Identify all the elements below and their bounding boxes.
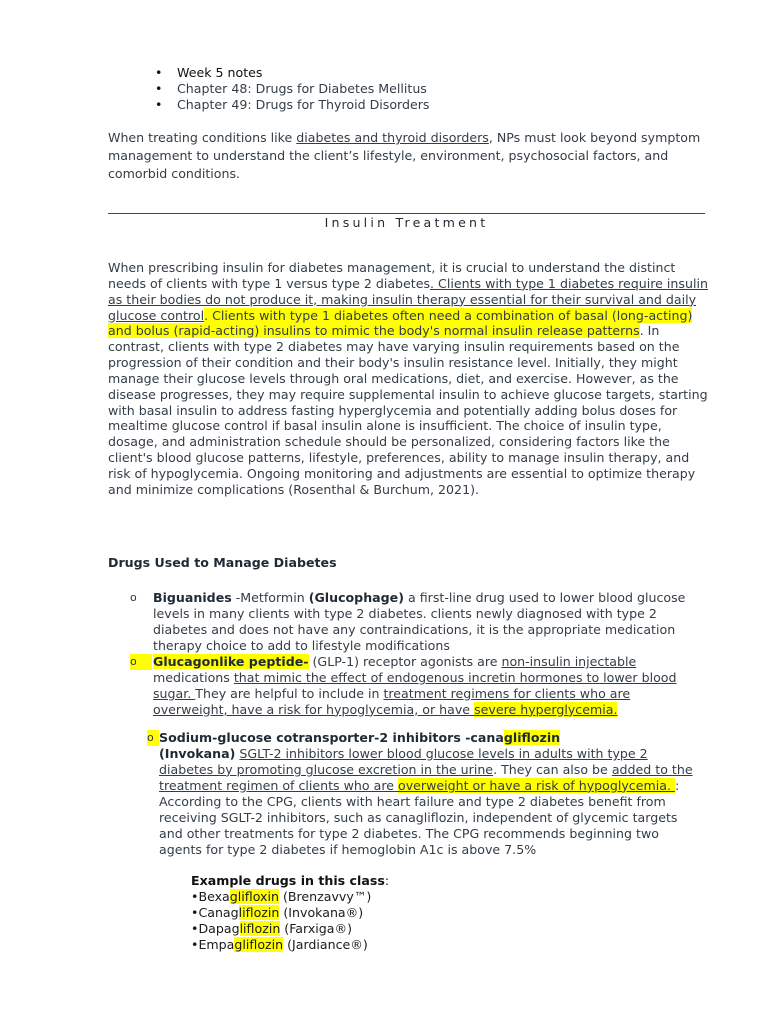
- example-drug-row: [191, 921, 389, 937]
- intro-text-end: , NPs must look beyond symptom management to understand the client’s lifestyle, environment, psychosocial factors, and comorbid conditions.: [108, 130, 701, 181]
- example-drug-row: [191, 889, 389, 905]
- intro-underlined-phrase: diabetes and thyroid disorders: [296, 130, 489, 145]
- biguanides-text: a first-line drug used to lower blood glucose levels in many clients with type 2 diabetes. clients newly diagnosed with type 2 diabetes and does not have any contraindications, it is the appropriate medication therapy choice to add to lifestyle modifications: [153, 590, 686, 653]
- drugs-heading: Drugs Used to Manage Diabetes: [108, 555, 337, 570]
- drug-prefix: Bexa: [198, 888, 230, 904]
- list-marker-highlighted: o: [147, 730, 159, 746]
- sglt2-label-highlight: gliflozin: [503, 730, 561, 745]
- biguanides-item: [153, 590, 698, 654]
- glp1-underline: treatment regimens for clients who are overweight, have a risk for hypoglycemia, or have: [153, 685, 631, 717]
- insulin-text-cont: . In contrast, clients with type 2 diabetes may have varying insulin requirements based on the progression of their condition and their body's insulin resistance level. Initially, they might manage their glucose levels through oral medications, diet, and exercise. However, as the disease progresses, they may require supplemental insulin to achieve glucose targets, starting with basal insulin to address fasting hyperglycemia and potentially adding bolus doses for mealtime glucose control if basal insulin alone is insufficient. The choice of insulin type, dosage, and administration schedule should be personalized, considering factors like the client's blood glucose patterns, lifestyle, preferences, ability to manage insulin therapy, and risk of hypoglycemia. Ongoing monitoring and adjustments are essential to optimize therapy and minimize complications (Rosenthal & Burchum, 2021).: [108, 323, 708, 497]
- biguanides-label: Biguanides: [153, 590, 232, 605]
- drug-highlight: xin: [260, 888, 279, 904]
- sglt2-label: Sodium-glucose cotransporter-2 inhibitors -cana: [159, 730, 504, 745]
- drug-highlight: ozin: [257, 936, 284, 952]
- list-marker-highlighted: o: [130, 654, 152, 670]
- outline-item-week: • Week 5 notes: [155, 65, 430, 81]
- drug-highlight: ozin: [253, 904, 280, 920]
- notes-outline: [155, 65, 430, 112]
- sglt2-underline: SGLT-2 inhibitors lower blood glucose levels in adults with type 2 diabetes by promoting glucose excretion in the urine: [159, 745, 648, 777]
- example-drugs-title: [191, 873, 389, 889]
- drug-brand: (Farxiga®): [280, 920, 353, 936]
- intro-text: When treating conditions like: [108, 130, 297, 145]
- drug-highlight: glifl: [234, 936, 258, 952]
- glp1-highlight: severe hyperglycemia.: [474, 701, 618, 717]
- insulin-underline: . Clients with type 1 diabetes require insulin as their bodies do not produce it, making insulin therapy essential for their survival and daily glucose control: [108, 275, 708, 323]
- drug-highlight: lifl: [238, 904, 254, 920]
- glp1-label: Glucagonlike peptide-: [153, 654, 309, 669]
- drug-prefix: Canag: [198, 904, 239, 920]
- biguanides-brand: (Glucophage): [308, 590, 404, 605]
- outline-item-chapter-49: • Chapter 49: Drugs for Thyroid Disorders: [155, 97, 430, 113]
- example-drugs: [191, 873, 389, 953]
- example-drug-row: [191, 937, 389, 953]
- sglt2-text: . They can also be: [493, 761, 612, 777]
- glp1-text: medications: [153, 669, 234, 685]
- drug-highlight: lif: [239, 920, 255, 936]
- drug-highlight: gliflo: [229, 888, 261, 904]
- drug-highlight: lozin: [254, 920, 281, 936]
- insulin-paragraph: [108, 260, 708, 498]
- section-divider: [108, 213, 705, 214]
- insulin-highlight: . Clients with type 1 diabetes often need a combination of basal (long-acting) and bolus (rapid-acting) insulins to mimic the body's normal insulin release patterns: [108, 307, 693, 339]
- drug-brand: (Invokana®): [279, 904, 364, 920]
- glp1-item: [153, 654, 708, 718]
- insulin-treatment-heading: Insulin Treatment: [324, 215, 489, 230]
- outline-item-chapter-48: • Chapter 48: Drugs for Diabetes Mellitus: [155, 81, 430, 97]
- drug-brand: (Jardiance®): [283, 936, 368, 952]
- intro-paragraph: [108, 129, 708, 183]
- drug-prefix: Dapag: [198, 920, 240, 936]
- sglt2-highlight: overweight or have a risk of hypoglycemia.: [397, 777, 675, 793]
- glp1-text: They are helpful to include in: [195, 685, 384, 701]
- list-marker: o: [130, 591, 137, 604]
- sglt2-text: : According to the CPG, clients with heart failure and type 2 diabetes benefit from receiving SGLT-2 inhibitors, such as canagliflozin, independent of glycemic targets and other treatments for type 2 diabetes. The CPG recommends beginning two agents for type 2 diabetes if hemoglobin A1c is above 7.5%: [159, 777, 680, 857]
- biguanides-generic: -Metformin: [231, 590, 309, 605]
- example-drug-row: [191, 905, 389, 921]
- glp1-underline: non-insulin injectable: [501, 654, 637, 669]
- sglt2-underline: added to the treatment regimen of clients who are: [159, 761, 693, 793]
- insulin-text: When prescribing insulin for diabetes management, it is crucial to understand the distinct needs of clients with type 1 versus type 2 diabetes: [108, 260, 676, 291]
- example-title-colon: :: [384, 873, 390, 888]
- glp1-underline: that mimic the effect of endogenous incretin hormones to lower blood sugar.: [153, 669, 677, 701]
- drug-brand: (Brenzavvy™): [278, 888, 372, 904]
- glp1-text: (GLP-1) receptor agonists are: [308, 654, 502, 669]
- drug-prefix: Empa: [198, 936, 235, 952]
- sglt2-item: [159, 730, 704, 858]
- example-title-text: Example drugs in this class: [191, 873, 385, 888]
- sglt2-brand: (Invokana): [159, 745, 236, 761]
